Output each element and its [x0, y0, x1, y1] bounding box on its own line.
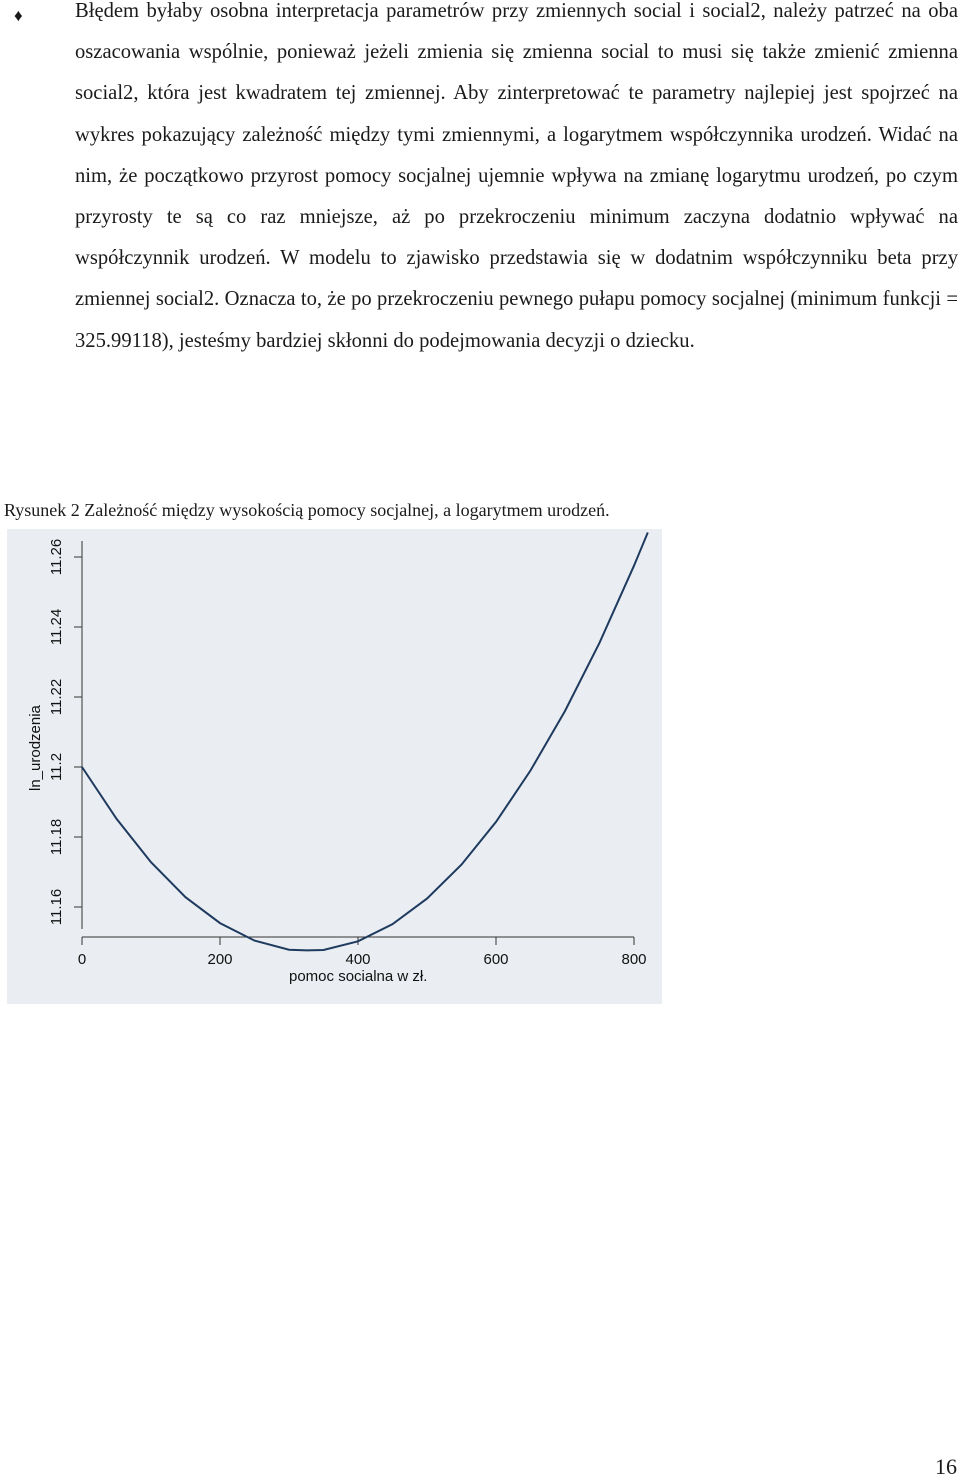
x-tick-label: 600 [483, 951, 509, 968]
y-tick-label: 11.22 [48, 678, 65, 716]
y-tick-label: 11.2 [48, 752, 65, 782]
bullet-diamond-icon: ♦ [14, 6, 23, 25]
y-tick-label: 11.24 [48, 608, 65, 646]
y-axis-ticks [48, 539, 82, 925]
chart-svg [7, 529, 662, 1004]
y-tick-label: 11.16 [48, 888, 65, 926]
y-axis-title: ln_urodzenia [27, 705, 44, 791]
y-tick-label: 11.18 [48, 818, 65, 856]
y-tick-label: 11.26 [48, 538, 65, 576]
x-axis-ticks [78, 937, 647, 968]
x-tick-label: 400 [345, 951, 371, 968]
figure-caption: Rysunek 2 Zależność między wysokością pomocy socjalnej, a logarytmem urodzeń. [4, 500, 610, 520]
x-tick-label: 0 [77, 951, 87, 968]
x-tick-label: 200 [207, 951, 233, 968]
x-axis-title: pomoc socialna w zł. [289, 968, 428, 985]
page-number: 16 [935, 1454, 957, 1479]
data-series-line [82, 533, 648, 951]
x-tick-label: 800 [621, 951, 647, 968]
body-paragraph: Błędem byłaby osobna interpretacja parametrów przy zmiennych social i social2, należy patrzeć na oba oszacowania wspólnie, ponieważ jeżeli zmienia się zmienna social to musi się także zmienić zmienna social2, która jest kwadratem tej zmiennej. Aby zinterpretować te parametry najlepiej jest spojrzeć na wykres pokazujący zależność między tymi zmiennymi, a logarytmem współczynnika urodzeń. Widać na nim, że początkowo przyrost pomocy socjalnej ujemnie wpływa na zmianę logarytmu urodzeń, po czym przyrosty te są co raz mniejsze, aż po przekroczeniu minimum zaczyna dodatnio wpływać na współczynnik urodzeń. W modelu to zjawisko przedstawia się w dodatnim współczynniku beta przy zmiennej social2. Oznacza to, że po przekroczeniu pewnego pułapu pomocy socjalnej (minimum funkcji = 325.99118), jesteśmy bardziej skłonni do podejmowania decyzji o dziecku. [75, 0, 958, 352]
figure-chart [7, 529, 662, 1004]
